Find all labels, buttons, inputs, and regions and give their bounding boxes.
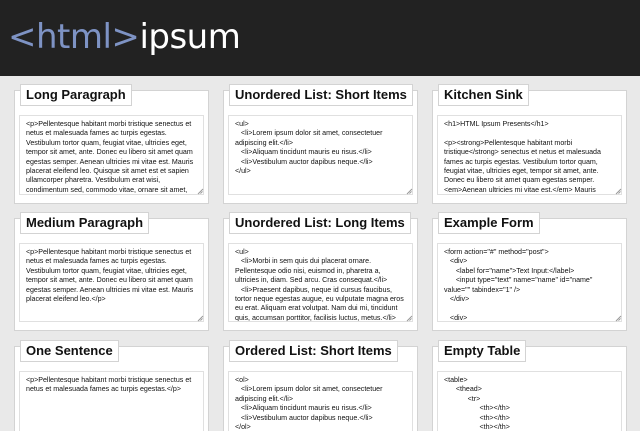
panel-medium-paragraph [14, 215, 209, 331]
code-textarea[interactable]: <p>Pellentesque habitant morbi tristique senectus et netus et malesuada fames ac turpis egestas. Vestibulum tortor quam, feugiat vitae, ultricies eget, tempor sit amet, ante. Donec eu libero sit amet quam egestas semper. Aenean ultricies mi vitae est. Mauris placerat eleifend leo.</p> [19, 243, 204, 322]
panel-title: Empty Table [438, 340, 526, 362]
top-bar [0, 0, 640, 76]
panel-long-paragraph [14, 87, 209, 204]
panel-title: One Sentence [20, 340, 119, 362]
code-textarea[interactable]: <p>Pellentesque habitant morbi tristique senectus et netus et malesuada fames ac turpis egestas.</p> [19, 371, 204, 431]
code-textarea[interactable]: <ul> <li>Lorem ipsum dolor sit amet, consectetuer adipiscing elit.</li> <li>Aliquam tincidunt mauris eu risus.</li> <li>Vestibulum auctor dapibus neque.</li> </ul> [228, 115, 413, 195]
resize-grip-icon[interactable] [615, 315, 621, 321]
panel-kitchen-sink [432, 87, 627, 204]
code-textarea[interactable]: <form action="#" method="post"> <div> <label for="name">Text Input:</label> <input type="text" name="name" id="name" value="" tabindex="1" /> </div> <div> [437, 243, 622, 322]
code-textarea[interactable]: <table> <thead> <tr> <th></th> <th></th> <th></th> [437, 371, 622, 431]
panel-title: Medium Paragraph [20, 212, 149, 234]
resize-grip-icon[interactable] [406, 315, 412, 321]
code-textarea[interactable]: <ul> <li>Morbi in sem quis dui placerat ornare. Pellentesque odio nisi, euismod in, pharetra a, ultricies in, diam. Sed arcu. Cras consequat.</li> <li>Praesent dapibus, neque id cursus faucibus, tortor neque egestas augue, eu vulputate magna eros eu erat. Aliquam erat volutpat. Nam dui mi, tincidunt quis, accumsan porttitor, facilisis luctus, metus.</li> [228, 243, 413, 322]
logo-ipsum-word: ipsum [139, 17, 241, 57]
resize-grip-icon[interactable] [197, 315, 203, 321]
code-textarea[interactable]: <p>Pellentesque habitant morbi tristique senectus et netus et malesuada fames ac turpis egestas. Vestibulum tortor quam, feugiat vitae, ultricies eget, tempor sit amet, ante. Donec eu libero sit amet quam egestas semper. Aenean ultricies mi vitae est. Mauris placerat eleifend leo. Quisque sit amet est et sapien ullamcorper pharetra. Vestibulum erat wisi, condimentum sed, commodo vitae, ornare sit amet, [19, 115, 204, 195]
panel-ordered-list-short [223, 343, 418, 431]
panel-title: Unordered List: Long Items [229, 212, 411, 234]
panel-title: Long Paragraph [20, 84, 132, 106]
panel-unordered-list-short [223, 87, 418, 204]
panel-unordered-list-long [223, 215, 418, 331]
panel-title: Ordered List: Short Items [229, 340, 398, 362]
resize-grip-icon[interactable] [197, 188, 203, 194]
resize-grip-icon[interactable] [406, 188, 412, 194]
panel-title: Example Form [438, 212, 540, 234]
code-textarea[interactable]: <h1>HTML Ipsum Presents</h1> <p><strong>Pellentesque habitant morbi tristique</strong> senectus et netus et malesuada fames ac turpis egestas. Vestibulum tortor quam, feugiat vitae, ultricies eget, tempor sit amet, ante. Donec eu libero sit amet quam egestas semper. <em>Aenean ultricies mi vitae est.</em> Mauris [437, 115, 622, 195]
site-logo[interactable] [8, 17, 240, 57]
panel-empty-table [432, 343, 627, 431]
panel-example-form [432, 215, 627, 331]
logo-html-tag: <html> [8, 17, 140, 57]
resize-grip-icon[interactable] [615, 188, 621, 194]
code-textarea[interactable]: <ol> <li>Lorem ipsum dolor sit amet, consectetuer adipiscing elit.</li> <li>Aliquam tincidunt mauris eu risus.</li> <li>Vestibulum auctor dapibus neque.</li> </ol> [228, 371, 413, 431]
panel-title: Unordered List: Short Items [229, 84, 413, 106]
panel-one-sentence [14, 343, 209, 431]
panel-title: Kitchen Sink [438, 84, 529, 106]
